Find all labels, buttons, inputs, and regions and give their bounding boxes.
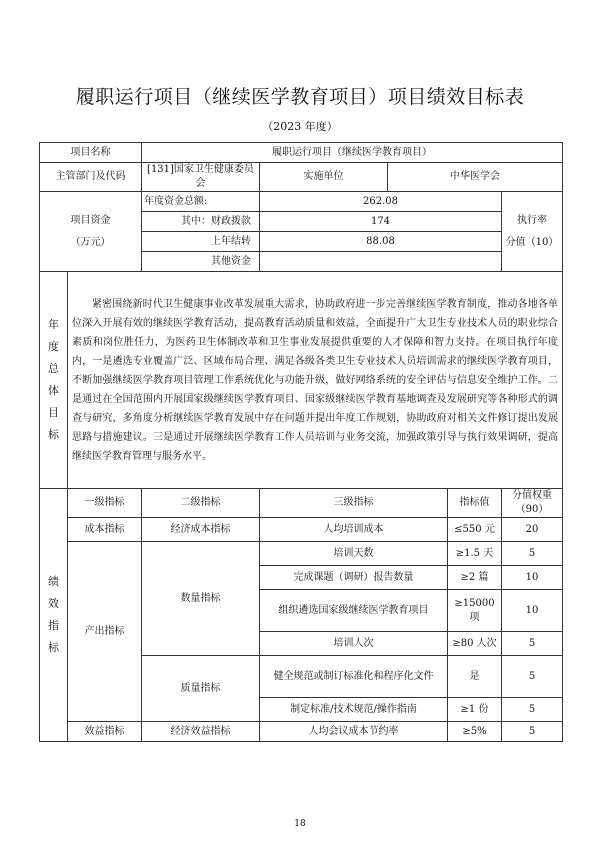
summary-label-char: 总 [48, 362, 59, 375]
cost-value: ≤550 元 [448, 518, 502, 542]
output-item-weight: 10 [502, 566, 563, 590]
header-level3: 三级指标 [260, 489, 448, 518]
funds-label [40, 192, 142, 272]
summary-text: 紧密围绕新时代卫生健康事业改革发展重大需求，协助政府进一步完善继续医学教育制度，推动各地各单位深入开展有效的继续医学教育活动，提高教育活动质量和效益，全面提升广大卫生专业技术人员的职业综合素质和岗位胜任力，为医药卫生体制改革和卫生事业发展提供重要的人才保障和智力支持。在项目执行年度内，一是遴选专业覆盖广泛、区域布局合理、满足各级各类卫生专业技术人员培训需求的继续医学教育项目，不断加强继续医学教育项目管理工作系统优化与功能升级，做好网络系统的安全评估与信息安全维护工作。二是通过在全国范围内开展国家级继续医学教育项目、国家级继续医学教育基地调查及发展研究等各种形式的调查与研究，多角度分析继续医学教育发展中存在问题并提出年度工作规划，协助政府对相关文件修订提出发展思路与措施建议。三是通过开展继续医学教育工作人员培训与业务交流，加强政策引导与执行效果调研，提高继续医学教育管理与服务水平。 [68, 272, 563, 489]
output-item-level3: 完成课题（调研）报告数量 [260, 566, 448, 590]
summary-label-char: 目 [48, 406, 59, 419]
summary-label [40, 272, 68, 489]
quantity-level2: 数量指标 [142, 542, 260, 656]
output-item-value: ≥1 份 [448, 698, 502, 722]
impl-label: 实施单位 [260, 163, 388, 192]
indicator-label-char: 指 [48, 619, 59, 632]
header-level1: 一级指标 [68, 489, 142, 518]
fiscal-label: 其中：财政拨款 [142, 212, 260, 232]
output-item-value: ≥80 人次 [448, 632, 502, 656]
header-weight-line1: 分值权重 [512, 490, 552, 501]
output-item-level3: 培训天数 [260, 542, 448, 566]
summary-label-char: 年 [48, 318, 59, 331]
indicator-label [40, 489, 68, 742]
output-item-weight: 10 [502, 590, 563, 632]
carryover-label: 上年结转 [142, 232, 260, 252]
dept-value: [131]国家卫生健康委员会 [142, 163, 260, 192]
cost-level1: 成本指标 [68, 518, 142, 542]
performance-table [39, 142, 563, 742]
output-item-value: 是 [448, 656, 502, 698]
benefit-weight: 5 [502, 722, 563, 742]
summary-label-char: 标 [48, 428, 59, 441]
page-number: 18 [294, 819, 306, 829]
output-item-weight: 5 [502, 698, 563, 722]
funds-label-line1: 项目资金 [70, 214, 111, 226]
output-item-weight: 5 [502, 656, 563, 698]
output-item-level3: 制定标准/技术规范/操作指南 [260, 698, 448, 722]
project-name-value: 履职运行项目（继续医学教育项目） [142, 143, 563, 163]
impl-value: 中华医学会 [388, 163, 563, 192]
header-level2: 二级指标 [142, 489, 260, 518]
header-value: 指标值 [448, 489, 502, 518]
summary-label-char: 体 [48, 384, 59, 397]
total-funds-label: 年度资金总额: [142, 192, 260, 212]
indicator-label-char: 效 [48, 597, 59, 610]
output-item-value: ≥2 篇 [448, 566, 502, 590]
other-funds-value [260, 252, 502, 272]
project-name-label: 项目名称 [40, 143, 142, 163]
page-title: 履职运行项目（继续医学教育项目）项目绩效目标表 [75, 86, 525, 108]
summary-label-char: 度 [48, 340, 59, 353]
output-level1: 产出指标 [68, 542, 142, 722]
header-weight [502, 489, 563, 518]
dept-label: 主管部门及代码 [40, 163, 142, 192]
other-funds-label: 其他资金 [142, 252, 260, 272]
header-weight-line2: （90） [515, 504, 549, 515]
exec-rate-label: 执行率 [517, 214, 547, 226]
output-item-level3: 组织遴选国家级继续医学教育项目 [260, 590, 448, 632]
exec-rate-score: 分值（10） [505, 236, 559, 248]
benefit-level1: 效益指标 [68, 722, 142, 742]
total-funds-value: 262.08 [260, 192, 502, 212]
quality-level2: 质量指标 [142, 656, 260, 722]
indicator-label-char: 标 [48, 641, 59, 654]
carryover-value: 88.08 [260, 232, 502, 252]
fiscal-value: 174 [260, 212, 502, 232]
benefit-level2: 经济效益指标 [142, 722, 260, 742]
output-item-level3: 健全规范或制订标准化和程序化文件 [260, 656, 448, 698]
output-item-value: ≥15000 项 [448, 590, 502, 632]
exec-rate-cell [502, 192, 563, 272]
output-item-level3: 培训人次 [260, 632, 448, 656]
indicator-label-char: 绩 [48, 575, 59, 588]
benefit-level3: 人均会议成本节约率 [260, 722, 448, 742]
funds-label-line2: （万元） [70, 236, 111, 248]
cost-level2: 经济成本指标 [142, 518, 260, 542]
cost-weight: 20 [502, 518, 563, 542]
year-label: （2023 年度） [262, 120, 338, 133]
output-item-value: ≥1.5 天 [448, 542, 502, 566]
cost-level3: 人均培训成本 [260, 518, 448, 542]
output-item-weight: 5 [502, 632, 563, 656]
output-item-weight: 5 [502, 542, 563, 566]
benefit-value: ≥5% [448, 722, 502, 742]
